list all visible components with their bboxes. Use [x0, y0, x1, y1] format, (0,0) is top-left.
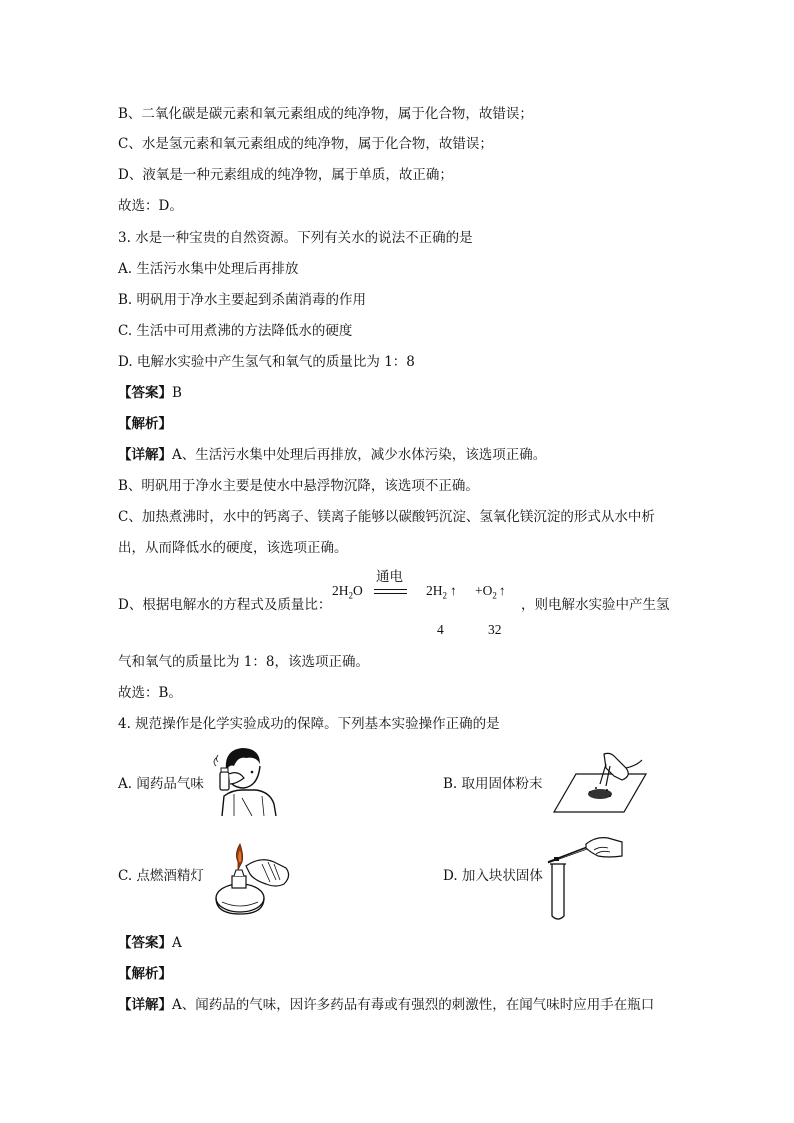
detail-tag: 【详解】 [118, 447, 172, 463]
detail-text: A、闻药品的气味，因许多药品有毒或有强烈的刺激性，在闻气味时应用手在瓶口 [172, 997, 655, 1013]
text-line: D、液氧是一种元素组成的纯净物，属于单质，故正确； [118, 167, 453, 183]
option-3c: C. 生活中可用煮沸的方法降低水的硬度 [118, 323, 353, 339]
equation-equals-sign [374, 589, 407, 594]
answer-tag: 【答案】 [118, 385, 172, 401]
explanation-line: C、加热煮沸时，水中的钙离子、镁离子能够以碳酸钙沉淀、氢氧化镁沉淀的形式从水中析 [118, 509, 655, 525]
question-3-stem: 3. 水是一种宝贵的自然资源。下列有关水的说法不正确的是 [118, 230, 473, 246]
explanation-line-end: ，则电解水实验中产生氢 [521, 597, 670, 613]
equation-condition: 通电 [376, 569, 403, 585]
explanation-line [118, 995, 654, 1015]
text-line: 故选：D。 [118, 198, 183, 214]
lighting-alcohol-lamp-illustration [206, 836, 292, 920]
mass-oxygen: 32 [488, 622, 502, 637]
equation-product-hydrogen: $2H_2$ ↑ [426, 583, 457, 601]
powder-handling-illustration [552, 752, 648, 814]
explanation-line [118, 445, 546, 465]
gas-arrow-icon: ↑ [498, 583, 506, 598]
option-4c-label: C. 点燃酒精灯 [118, 868, 204, 884]
text-line: C、水是氢元素和氧元素组成的纯净物，属于化合物，故错误； [118, 136, 493, 152]
gas-arrow-icon: ↑ [450, 583, 457, 598]
equation-product-oxygen: $+O_2$ ↑ [475, 583, 506, 601]
question-4-stem: 4. 规范操作是化学实验成功的保障。下列基本实验操作正确的是 [118, 716, 500, 732]
option-4d-label: D. 加入块状固体 [443, 868, 543, 884]
detail-text: A、生活污水集中处理后再排放，减少水体污染，该选项正确。 [172, 447, 547, 463]
equation-reactant: $2H_2O$ [332, 583, 363, 601]
explanation-line: B、明矾用于净水主要是使水中悬浮物沉降，该选项不正确。 [118, 478, 479, 494]
adding-solid-block-illustration [544, 832, 624, 922]
option-3d: D. 电解水实验中产生氢气和氧气的质量比为 1：8 [118, 354, 415, 370]
answer-value: B [172, 385, 182, 401]
explanation-line: 出，从而降低水的硬度，该选项正确。 [118, 540, 348, 556]
smelling-reagent-illustration [212, 742, 288, 818]
mass-hydrogen: 4 [437, 622, 444, 637]
option-3a: A. 生活污水集中处理后再排放 [118, 261, 299, 277]
option-3b: B. 明矾用于净水主要起到杀菌消毒的作用 [118, 292, 367, 308]
detail-tag: 【详解】 [118, 997, 172, 1013]
answer-tag: 【答案】 [118, 935, 172, 951]
answer-value: A [172, 935, 182, 951]
explanation-line: 故选：B。 [118, 685, 182, 701]
answer-3 [118, 383, 182, 403]
option-4b-label: B. 取用固体粉末 [443, 776, 543, 792]
option-4a-label: A. 闻药品气味 [118, 776, 204, 792]
explanation-line-start: D、根据电解水的方程式及质量比： [118, 597, 332, 613]
explanation-line: 气和氧气的质量比为 1：8，该选项正确。 [118, 654, 369, 670]
analysis-heading: 【解析】 [118, 966, 172, 982]
text-line: B、二氧化碳是碳元素和氧元素组成的纯净物，属于化合物，故错误； [118, 106, 533, 122]
answer-4 [118, 933, 182, 953]
analysis-heading: 【解析】 [118, 416, 172, 432]
